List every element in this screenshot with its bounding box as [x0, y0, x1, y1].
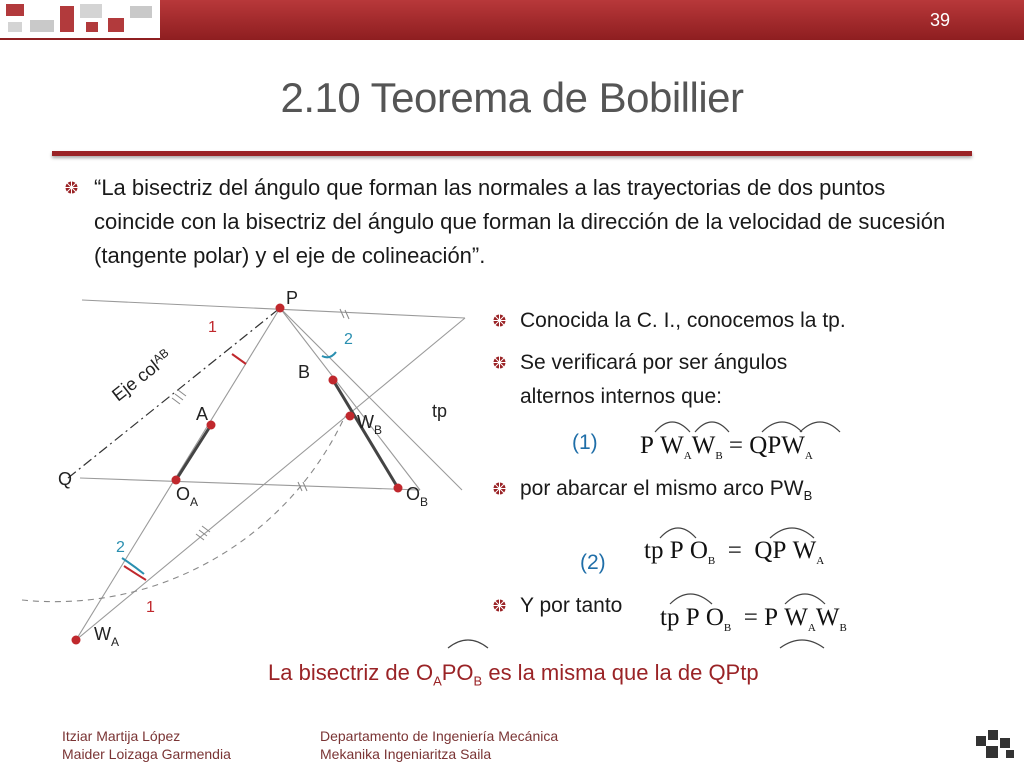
- angle-arc: [780, 640, 824, 648]
- equation-3: tp P $O_B = P$ $W_AW_B$: [660, 604, 847, 634]
- label-WA: $W_A$: [94, 624, 120, 649]
- angle-label: 1: [208, 319, 217, 336]
- bullet-text-sub: B: [803, 488, 813, 504]
- label-P: P: [286, 288, 299, 308]
- point-WA: [72, 636, 81, 645]
- page-number: 39: [929, 10, 950, 30]
- label-B: B: [298, 362, 311, 382]
- university-emblem-icon: [972, 726, 1018, 762]
- label-Q: Q: [58, 469, 73, 489]
- angle-arc: [770, 528, 814, 538]
- angle-arc: [800, 422, 840, 432]
- label-OA: $O_A$: [176, 484, 199, 509]
- conclusion-text: La bisectriz de $O_APO_B$ es la misma que la de QPtp: [268, 660, 759, 689]
- theorem-quote: “La bisectriz del ángulo que forman las normales a las trayectorias de dos puntos coincide con la bisectriz del ángulo que forman la dirección de la velocidad de sucesión (tangente polar) y el eje de colineación”.: [94, 175, 946, 268]
- angle-arc: [655, 422, 690, 432]
- equation-label-2: (2): [580, 551, 606, 574]
- bullet-text: Y por tanto: [520, 594, 623, 617]
- footer-dept: Mekanika Ingeniaritza Saila: [320, 746, 492, 762]
- footer-author: Maider Loizaga Garmendia: [62, 746, 231, 762]
- label-OB: $O_B$: [406, 484, 429, 509]
- point-B: [329, 376, 338, 385]
- angle-arc: [448, 640, 488, 648]
- page-title: 2.10 Teorema de Bobillier: [280, 74, 744, 121]
- point-WB: [346, 412, 355, 421]
- bullet-text: Conocida la C. I., conocemos la tp.: [520, 309, 846, 332]
- angle-label: 2: [344, 331, 353, 348]
- footer-dept: Departamento de Ingeniería Mecánica: [320, 728, 559, 744]
- footer-author: Itziar Martija López: [62, 728, 181, 744]
- angle-arc: [695, 422, 729, 432]
- equation-2: tp P $O_B$ = QP $W_A$: [644, 537, 825, 567]
- equation-label-1: (1): [572, 431, 598, 454]
- footer-authors: [62, 727, 231, 763]
- label-tp: tp: [432, 401, 448, 421]
- footer-department: [320, 727, 558, 763]
- bullet-text: alternos internos que:: [520, 385, 722, 408]
- equation-1: P $W_AW_B = QPW_A$: [640, 432, 813, 462]
- point-P: [276, 304, 285, 313]
- bullet-text-main: por abarcar el mismo arco PW: [520, 477, 804, 500]
- angle-label: 1: [146, 599, 155, 616]
- label-collineation-axis: Eje col$^{AB}$: [108, 345, 172, 406]
- label-A: A: [196, 404, 209, 424]
- angle-arc: [660, 528, 696, 538]
- angle-arc: [762, 422, 802, 432]
- angle-label: 2: [116, 539, 125, 556]
- angle-arc: [670, 594, 712, 604]
- bullet-text: Se verificará por ser ángulos: [520, 351, 788, 374]
- angle-arc: [785, 594, 825, 604]
- point-OB: [394, 484, 403, 493]
- label-WB: $W_B$: [357, 412, 383, 437]
